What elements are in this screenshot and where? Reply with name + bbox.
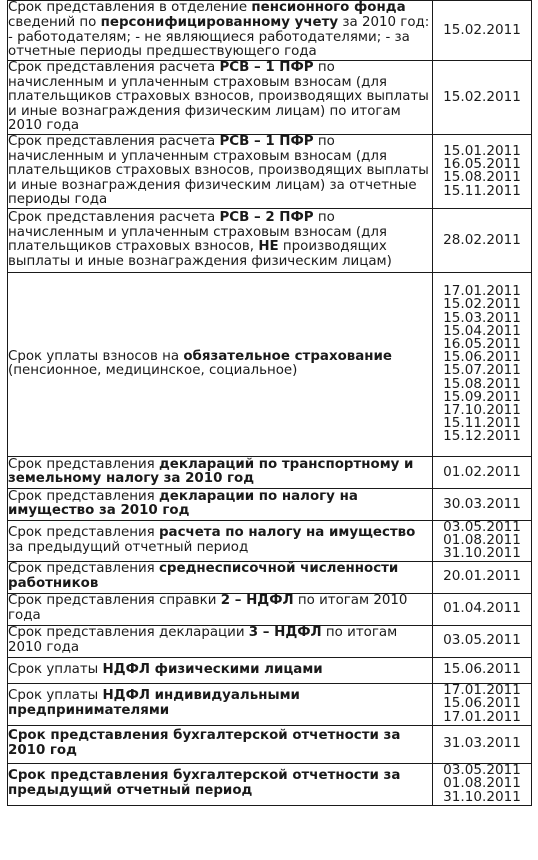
- description-text: сведений по: [8, 14, 101, 30]
- description-emphasis: 3 – НДФЛ: [248, 625, 322, 641]
- description-text: производящих выплаты и иные вознаграждения физическим лицам): [8, 239, 392, 270]
- description-text: (пенсионное, медицинское, социальное): [8, 363, 298, 379]
- table-row: [8, 61, 532, 135]
- description-emphasis: НЕ: [258, 239, 279, 255]
- description-text: за 2010 год: - работодателям; - не являющиеся работодателями; - за отчетные периоды предшествующего года: [8, 14, 430, 60]
- deadline-dates: 01.04.2011: [433, 593, 532, 625]
- deadline-dates: 03.05.2011 01.08.2011 31.10.2011: [433, 520, 532, 561]
- deadline-dates: 15.06.2011: [433, 657, 532, 683]
- deadline-description: [8, 520, 433, 561]
- description-text: Срок представления в отделение: [8, 0, 252, 16]
- table-row: [8, 488, 532, 520]
- description-text: Срок представления расчета: [8, 134, 220, 149]
- description-emphasis: НДФЛ физическими лицами: [102, 661, 323, 677]
- description-text: по начисленным и уплаченным страховым взносам (для плательщиков страховых взносов, производящих выплаты и иные вознаграждения физическим лицам) по итогам 2010 года: [8, 60, 429, 134]
- table-row: [8, 657, 532, 683]
- description-emphasis: деклараций по транспортному и земельному налогу за 2010 год: [8, 456, 414, 487]
- deadline-description: [8, 561, 433, 593]
- deadline-description: [8, 593, 433, 625]
- deadline-dates: 15.02.2011: [433, 61, 532, 135]
- description-text: Срок уплаты: [8, 688, 103, 704]
- description-text: по начисленным и уплаченным страховым взносам (для плательщиков страховых взносов, производящих выплаты и иные вознаграждения физическим лицам) за отчетные периоды года: [8, 134, 429, 208]
- deadline-description: [8, 488, 433, 520]
- table-row: [8, 593, 532, 625]
- deadline-dates: 20.01.2011: [433, 561, 532, 593]
- deadline-dates: 03.05.2011: [433, 625, 532, 657]
- description-text: Срок представления: [8, 456, 159, 472]
- table-row: [8, 561, 532, 593]
- description-text: Срок представления: [8, 488, 159, 504]
- description-emphasis: пенсионного фонда: [251, 0, 406, 16]
- description-emphasis: Срок представления бухгалтерской отчетности за 2010 год: [8, 728, 401, 759]
- table-row: [8, 763, 532, 805]
- deadline-dates: 17.01.2011 15.02.2011 15.03.2011 15.04.2011 16.05.2011 15.06.2011 15.07.2011 15.08.2011 15.09.2011 17.10.2011 15.11.2011 15.12.2011: [433, 272, 532, 456]
- description-emphasis: РСВ – 1 ПФР: [219, 60, 314, 76]
- table-row: [8, 625, 532, 657]
- description-text: Срок уплаты взносов на: [8, 348, 184, 364]
- deadline-description: [8, 272, 433, 456]
- table-row: [8, 520, 532, 561]
- description-text: за предыдущий отчетный период: [8, 539, 249, 555]
- deadline-description: [8, 61, 433, 135]
- deadline-description: [8, 135, 433, 209]
- table-row: [8, 456, 532, 488]
- deadlines-table: [7, 0, 532, 806]
- deadline-description: [8, 208, 433, 272]
- description-text: Срок представления справки: [8, 593, 221, 609]
- table-row: [8, 208, 532, 272]
- deadline-description: [8, 625, 433, 657]
- deadline-dates: 30.03.2011: [433, 488, 532, 520]
- table-row: [8, 725, 532, 763]
- deadline-dates: 15.02.2011: [433, 1, 532, 61]
- description-text: по итогам 2010 года: [8, 625, 398, 656]
- deadline-description: [8, 456, 433, 488]
- description-text: по начисленным и уплаченным страховым взносам (для плательщиков страховых взносов,: [8, 210, 387, 255]
- description-text: Срок представления расчета: [8, 210, 220, 226]
- description-text: Срок представления декларации: [8, 625, 249, 641]
- description-emphasis: персонифицированному учету: [100, 14, 339, 30]
- deadline-dates: 01.02.2011: [433, 456, 532, 488]
- description-text: Срок представления: [8, 525, 159, 541]
- table-row: [8, 135, 532, 209]
- description-emphasis: НДФЛ индивидуальными предпринимателями: [8, 688, 300, 719]
- description-emphasis: РСВ – 2 ПФР: [219, 210, 314, 226]
- deadlines-body: [8, 1, 532, 806]
- description-text: Срок уплаты: [8, 661, 103, 677]
- deadline-description: [8, 1, 433, 61]
- deadline-dates: 31.03.2011: [433, 725, 532, 763]
- description-text: Срок представления расчета: [8, 60, 220, 76]
- description-emphasis: РСВ – 1 ПФР: [219, 134, 314, 149]
- description-text: Срок представления: [8, 561, 159, 577]
- deadline-dates: 17.01.2011 15.06.2011 17.01.2011: [433, 683, 532, 725]
- deadline-description: [8, 683, 433, 725]
- deadline-dates: 28.02.2011: [433, 208, 532, 272]
- deadline-description: [8, 763, 433, 805]
- deadline-description: [8, 657, 433, 683]
- deadline-dates: 03.05.2011 01.08.2011 31.10.2011: [433, 763, 532, 805]
- table-row: [8, 272, 532, 456]
- description-emphasis: среднесписочной численности работников: [8, 561, 399, 592]
- table-row: [8, 1, 532, 61]
- description-emphasis: обязательное страхование: [183, 348, 393, 364]
- description-emphasis: расчета по налогу на имущество: [158, 525, 416, 541]
- table-row: [8, 683, 532, 725]
- description-emphasis: Срок представления бухгалтерской отчетности за предыдущий отчетный период: [8, 768, 401, 799]
- description-emphasis: декларации по налогу на имущество за 2010 год: [8, 488, 358, 519]
- description-emphasis: 2 – НДФЛ: [220, 593, 294, 609]
- deadline-description: [8, 725, 433, 763]
- description-text: по итогам 2010 года: [8, 593, 408, 624]
- deadline-dates: 15.01.2011 16.05.2011 15.08.2011 15.11.2011: [433, 135, 532, 209]
